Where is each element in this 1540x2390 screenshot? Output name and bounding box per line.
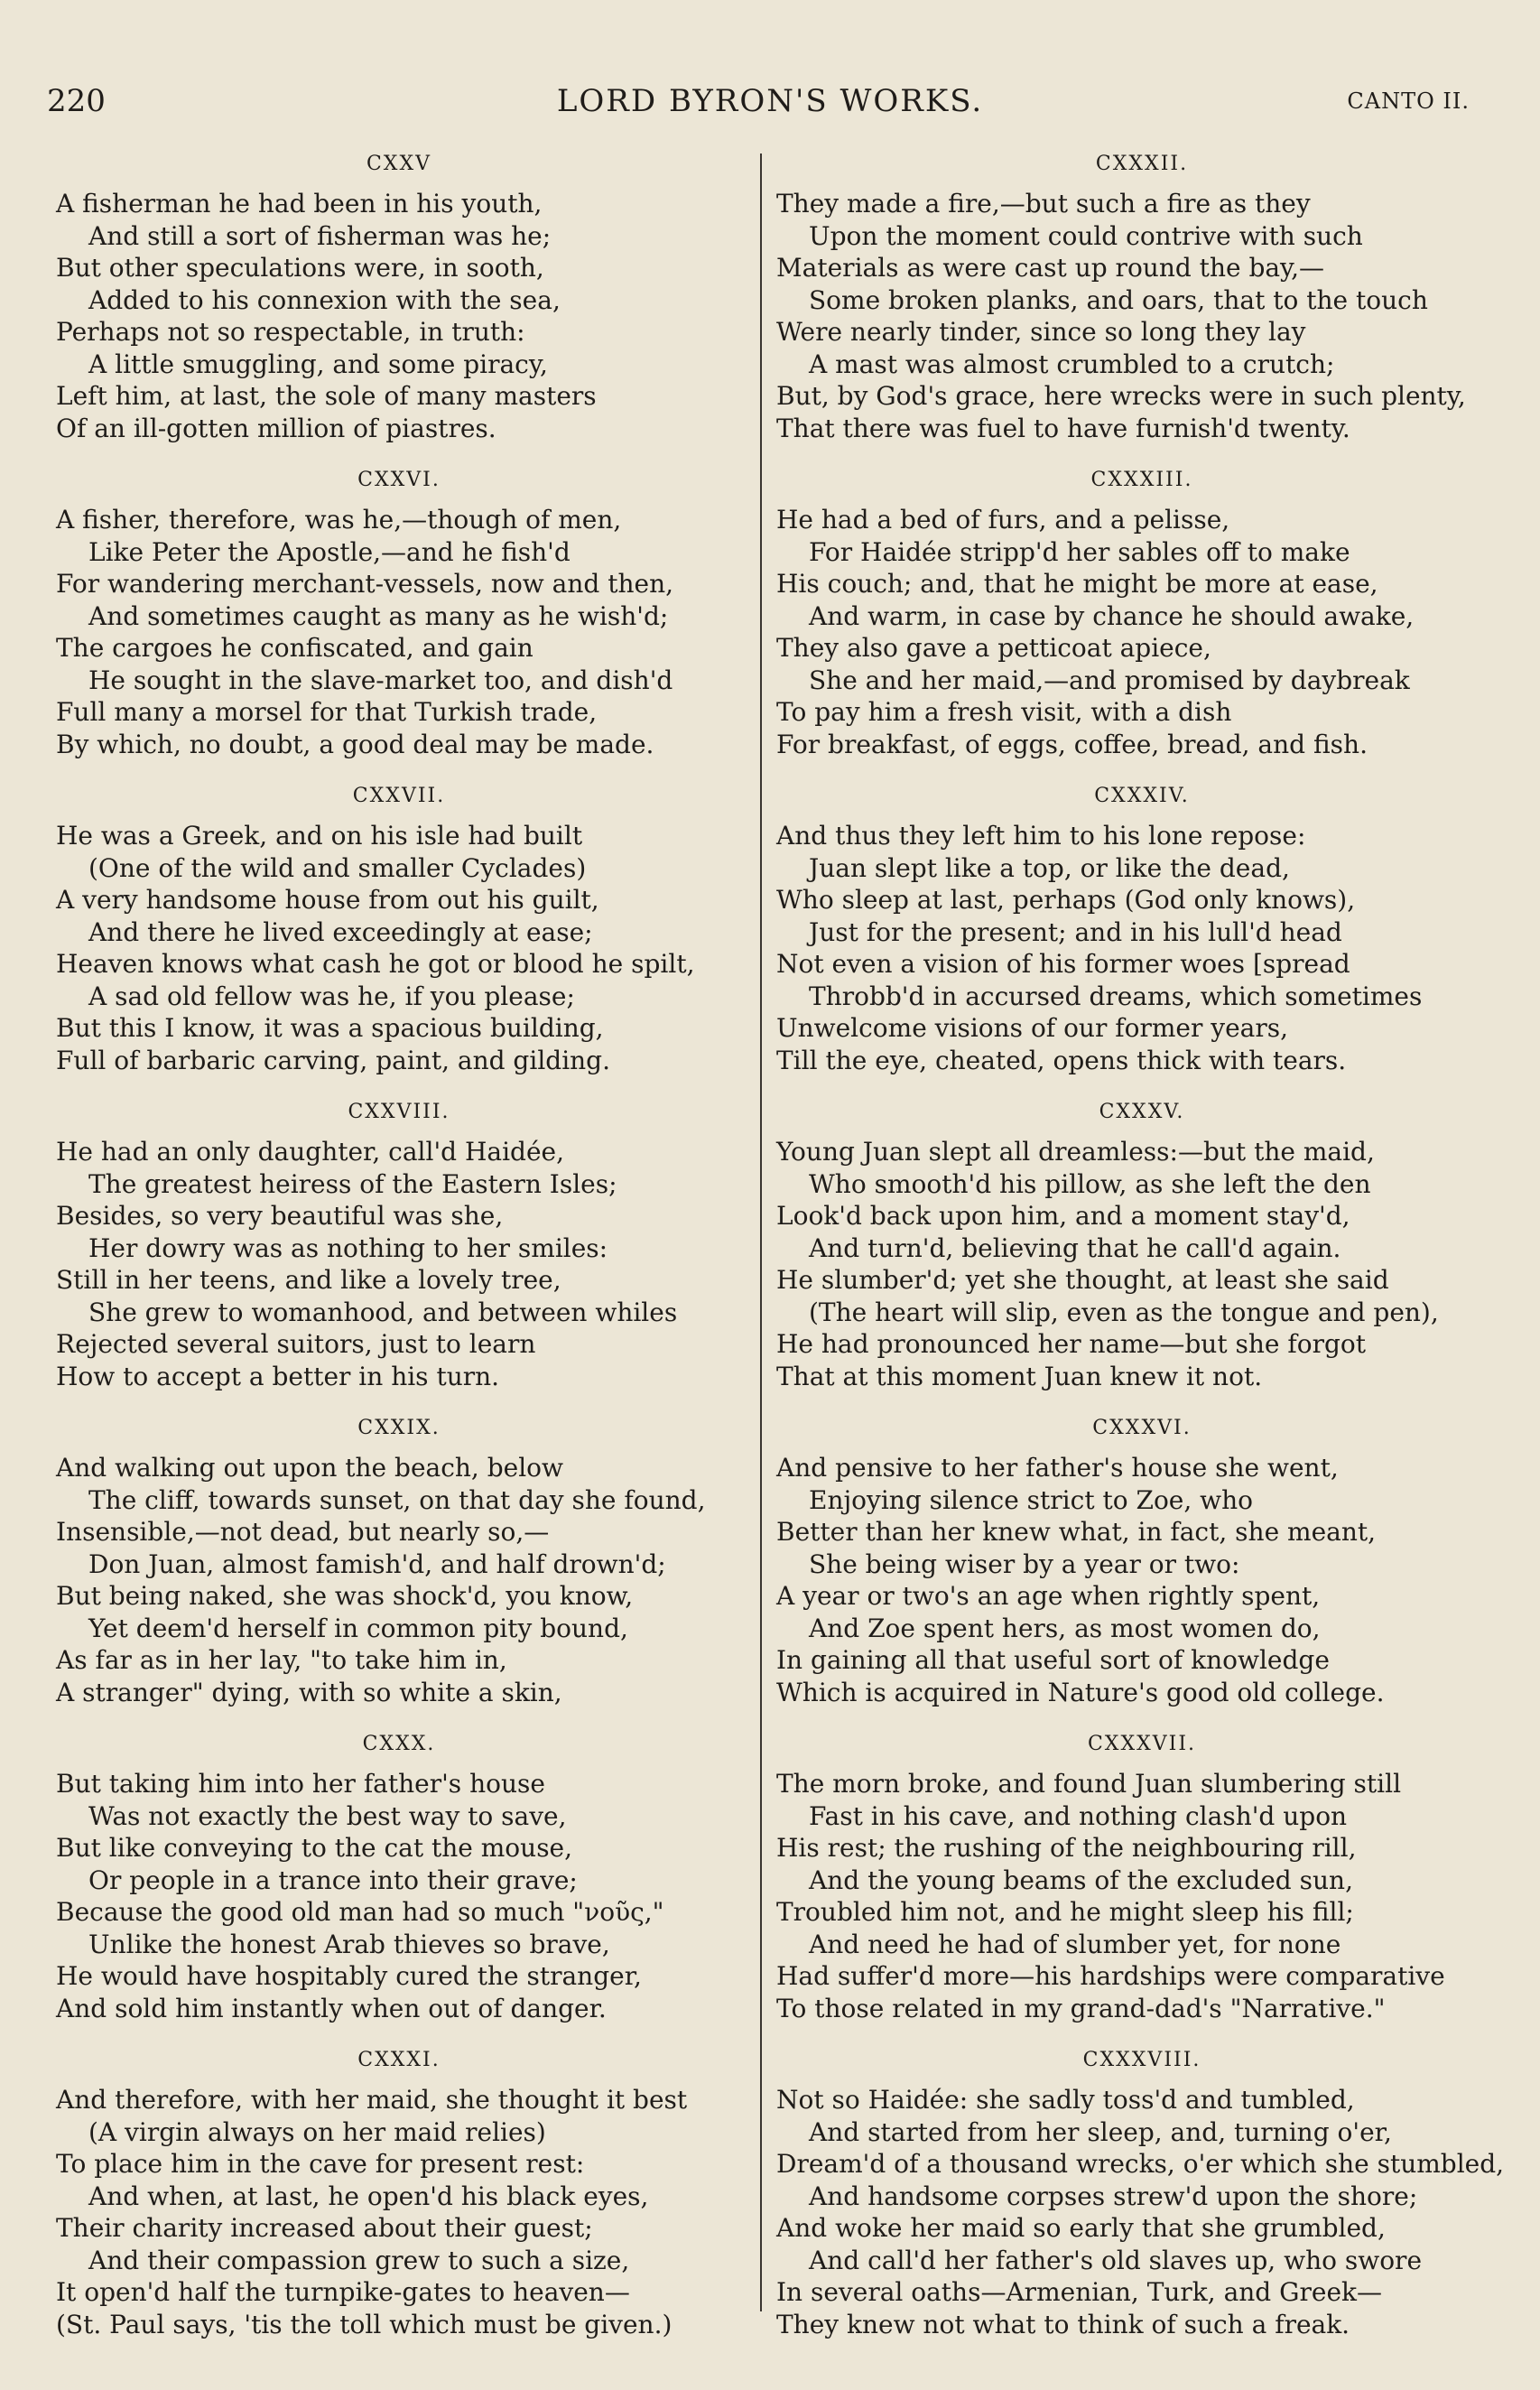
verse-line: She and her maid,—and promised by daybreak (809, 665, 1410, 695)
verse-line: Added to his connexion with the sea, (88, 284, 561, 315)
verse-line: A year or two's an age when rightly spent, (776, 1581, 1321, 1611)
stanza (776, 2048, 1508, 2340)
stanza-number: CXXXV. (1099, 1101, 1185, 1123)
stanza (56, 152, 742, 444)
stanza (776, 1100, 1508, 1392)
verse-line: The cliff, towards sunset, on that day she found, (88, 1484, 706, 1515)
verse-line: Besides, so very beautiful was she, (56, 1201, 504, 1231)
verse-line: A sad old fellow was he, if you please; (88, 981, 575, 1011)
running-title: LORD BYRON'S WORKS. (556, 83, 984, 119)
verse-line: In gaining all that useful sort of knowledge (776, 1645, 1330, 1675)
verse-line: Throbb'd in accursed dreams, which sometimes (809, 981, 1423, 1011)
verse-line: And their compassion grew to such a size, (88, 2245, 630, 2275)
verse-line: Dream'd of a thousand wrecks, o'er which she stumbled, (776, 2149, 1505, 2179)
verse-line: But like conveying to the cat the mouse, (56, 1833, 573, 1863)
stanza (776, 468, 1508, 760)
stanza-number: CXXXIV. (1094, 785, 1190, 807)
stanza (56, 2048, 742, 2340)
verse-line: And call'd her father's old slaves up, who swore (809, 2245, 1423, 2275)
verse-line: And need he had of slumber yet, for none (809, 1929, 1341, 1959)
verse-line: Not so Haidée: she sadly toss'd and tumbled, (776, 2085, 1355, 2115)
verse-line: Upon the moment could contrive with such (809, 220, 1363, 251)
verse-line: But, by God's grace, here wrecks were in such plenty, (776, 381, 1466, 411)
verse-line: Full of barbaric carving, paint, and gilding. (56, 1045, 611, 1075)
verse-line: To those related in my grand-dad's "Narrative." (776, 1993, 1386, 2023)
verse-line: Who sleep at last, perhaps (God only knows), (776, 885, 1356, 915)
verse-line: Left him, at last, the sole of many masters (56, 381, 597, 411)
stanza (776, 1416, 1508, 1708)
verse-line: (The heart will slip, even as the tongue and pen), (809, 1297, 1439, 1327)
verse-line: A little smuggling, and some piracy, (88, 349, 548, 379)
verse-line: And when, at last, he open'd his black eyes, (88, 2181, 649, 2211)
verse-line: (St. Paul says, 'tis the toll which must be given.) (56, 2309, 673, 2339)
stanza (776, 784, 1508, 1076)
verse-line: And handsome corpses strew'd upon the shore; (809, 2181, 1418, 2211)
verse-line: But other speculations were, in sooth, (56, 253, 544, 283)
verse-line: The greatest heiress of the Eastern Isles; (88, 1168, 617, 1199)
right-column (776, 152, 1508, 2364)
verse-line: A stranger" dying, with so white a skin, (56, 1677, 562, 1707)
verse-line: Not even a vision of his former woes [spread (776, 949, 1350, 979)
verse-line: Had suffer'd more—his hardships were comparative (776, 1961, 1445, 1991)
page-header (0, 83, 1540, 128)
verse-line: And turn'd, believing that he call'd again. (809, 1232, 1341, 1263)
verse-line: And there he lived exceedingly at ease; (88, 916, 593, 947)
verse-line: Juan slept like a top, or like the dead, (809, 852, 1290, 883)
stanza (776, 1732, 1508, 2024)
verse-line: Some broken planks, and oars, that to the touch (809, 284, 1428, 315)
verse-line: Troubled him not, and he might sleep his fill; (776, 1897, 1354, 1927)
verse-line: A fisherman he had been in his youth, (56, 189, 543, 219)
stanza (56, 1732, 742, 2024)
stanza-number: CXXVIII. (348, 1101, 450, 1123)
verse-line: Were nearly tinder, since so long they lay (776, 317, 1306, 347)
stanza (56, 468, 742, 760)
verse-line: He had an only daughter, call'd Haidée, (56, 1137, 565, 1167)
verse-line: But this I know, it was a spacious building, (56, 1013, 604, 1043)
verse-line: Young Juan slept all dreamless:—but the maid, (776, 1137, 1375, 1167)
verse-line: Was not exactly the best way to save, (88, 1800, 567, 1831)
stanza-number: CXXIX. (357, 1417, 441, 1439)
verse-line: But taking him into her father's house (56, 1769, 545, 1799)
verse-line: How to accept a better in his turn. (56, 1361, 500, 1391)
verse-line: And sometimes caught as many as he wish'd; (88, 600, 669, 631)
verse-line: In several oaths—Armenian, Turk, and Greek— (776, 2277, 1382, 2307)
verse-line: And warm, in case by chance he should awake, (809, 600, 1415, 631)
stanza-number: CXXVII. (352, 785, 446, 807)
verse-line: And started from her sleep, and, turning o'er, (809, 2116, 1392, 2147)
stanza (56, 1416, 742, 1708)
verse-line: They also gave a petticoat apiece, (776, 633, 1211, 663)
verse-line: He would have hospitably cured the stranger, (56, 1961, 642, 1991)
verse-line: A mast was almost crumbled to a crutch; (809, 349, 1335, 379)
stanza-number: CXXXI. (357, 2049, 441, 2071)
stanza (776, 152, 1508, 444)
verse-line: Just for the present; and in his lull'd head (809, 916, 1342, 947)
page-number: 220 (47, 83, 106, 119)
verse-line: And thus they left him to his lone repose: (776, 821, 1306, 851)
verse-line: His rest; the rushing of the neighbouring rill, (776, 1833, 1357, 1863)
verse-line: Unlike the honest Arab thieves so brave, (88, 1929, 610, 1959)
verse-line: To pay him a fresh visit, with a dish (776, 697, 1232, 727)
verse-line: Because the good old man had so much "νοῦς," (56, 1897, 664, 1927)
verse-line: And sold him instantly when out of danger. (56, 1993, 607, 2023)
verse-line: Don Juan, almost famish'd, and half drown'd; (88, 1548, 666, 1579)
verse-line: Of an ill-gotten million of piastres. (56, 413, 496, 443)
verse-line: Till the eye, cheated, opens thick with tears. (776, 1045, 1347, 1075)
verse-line: And Zoe spent hers, as most women do, (809, 1613, 1321, 1643)
column-divider (760, 153, 762, 2311)
verse-line: Or people in a trance into their grave; (88, 1865, 578, 1895)
verse-line: And the young beams of the excluded sun, (809, 1865, 1353, 1895)
verse-line: He had a bed of furs, and a pelisse, (776, 505, 1230, 535)
verse-line: He was a Greek, and on his isle had built (56, 821, 583, 851)
stanza-number: CXXXIII. (1090, 469, 1193, 491)
verse-line: Which is acquired in Nature's good old college. (776, 1677, 1385, 1707)
verse-line: Better than her knew what, in fact, she meant, (776, 1517, 1377, 1547)
verse-line: Yet deem'd herself in common pity bound, (88, 1613, 628, 1643)
verse-line: The morn broke, and found Juan slumbering still (776, 1769, 1402, 1799)
stanza-number: CXXXVI. (1092, 1417, 1192, 1439)
verse-line: For Haidée stripp'd her sables off to make (809, 536, 1350, 567)
verse-line: For breakfast, of eggs, coffee, bread, and fish. (776, 729, 1368, 759)
verse-line: As far as in her lay, "to take him in, (56, 1645, 507, 1675)
verse-line: It open'd half the turnpike-gates to heaven— (56, 2277, 630, 2307)
verse-line: Look'd back upon him, and a moment stay'd, (776, 1201, 1350, 1231)
verse-line: Who smooth'd his pillow, as she left the den (809, 1168, 1371, 1199)
verse-line: The cargoes he confiscated, and gain (56, 633, 533, 663)
verse-line: He slumber'd; yet she thought, at least she said (776, 1265, 1389, 1295)
stanza-number: CXXXVIII. (1082, 2049, 1201, 2071)
verse-line: Full many a morsel for that Turkish trade, (56, 697, 598, 727)
verse-line: Heaven knows what cash he got or blood he spilt, (56, 949, 695, 979)
verse-line: That at this moment Juan knew it not. (776, 1361, 1263, 1391)
verse-line: Like Peter the Apostle,—and he fish'd (88, 536, 571, 567)
verse-line: They knew not what to think of such a freak. (776, 2309, 1350, 2339)
verse-line: Perhaps not so respectable, in truth: (56, 317, 525, 347)
verse-line: By which, no doubt, a good deal may be made. (56, 729, 654, 759)
verse-line: He sought in the slave-market too, and dish'd (88, 665, 673, 695)
verse-line: Fast in his cave, and nothing clash'd upon (809, 1800, 1348, 1831)
verse-line: And therefore, with her maid, she thought it best (56, 2085, 688, 2115)
verse-line: To place him in the cave for present rest: (56, 2149, 585, 2179)
verse-line: She being wiser by a year or two: (809, 1548, 1240, 1579)
stanza-number: CXXXII. (1095, 153, 1189, 175)
verse-line: A fisher, therefore, was he,—though of men, (56, 505, 622, 535)
verse-line: Rejected several suitors, just to learn (56, 1329, 536, 1359)
left-column (56, 152, 742, 2364)
verse-line: They made a fire,—but such a fire as they (776, 189, 1311, 219)
verse-line: He had pronounced her name—but she forgot (776, 1329, 1366, 1359)
stanza-number: CXXV (366, 153, 432, 175)
verse-line: A very handsome house from out his guilt, (56, 885, 599, 915)
verse-line: Materials as were cast up round the bay,— (776, 253, 1325, 283)
verse-line: That there was fuel to have furnish'd twenty. (776, 413, 1350, 443)
verse-line: Still in her teens, and like a lovely tree, (56, 1265, 561, 1295)
verse-line: Their charity increased about their guest; (56, 2213, 593, 2243)
verse-line: Enjoying silence strict to Zoe, who (809, 1484, 1254, 1515)
canto-label: CANTO II. (1347, 88, 1470, 114)
verse-line: But being naked, she was shock'd, you know, (56, 1581, 634, 1611)
verse-line: Unwelcome visions of our former years, (776, 1013, 1288, 1043)
stanza (56, 1100, 742, 1392)
stanza-number: CXXX. (362, 1733, 436, 1755)
verse-line: His couch; and, that he might be more at ease, (776, 569, 1378, 599)
verse-line: She grew to womanhood, and between whiles (88, 1297, 678, 1327)
verse-line: For wandering merchant-vessels, now and then, (56, 569, 674, 599)
verse-line: And walking out upon the beach, below (56, 1453, 563, 1483)
verse-line: And woke her maid so early that she grumbled, (776, 2213, 1386, 2243)
verse-line: (One of the wild and smaller Cyclades) (88, 852, 587, 883)
stanza-number: CXXXVII. (1087, 1733, 1197, 1755)
stanza (56, 784, 742, 1076)
verse-line: Insensible,—not dead, but nearly so,— (56, 1517, 550, 1547)
verse-line: And pensive to her father's house she went, (776, 1453, 1339, 1483)
stanza-number: CXXVI. (357, 469, 441, 491)
verse-line: (A virgin always on her maid relies) (88, 2116, 546, 2147)
verse-line: Her dowry was as nothing to her smiles: (88, 1232, 608, 1263)
verse-line: And still a sort of fisherman was he; (88, 220, 552, 251)
